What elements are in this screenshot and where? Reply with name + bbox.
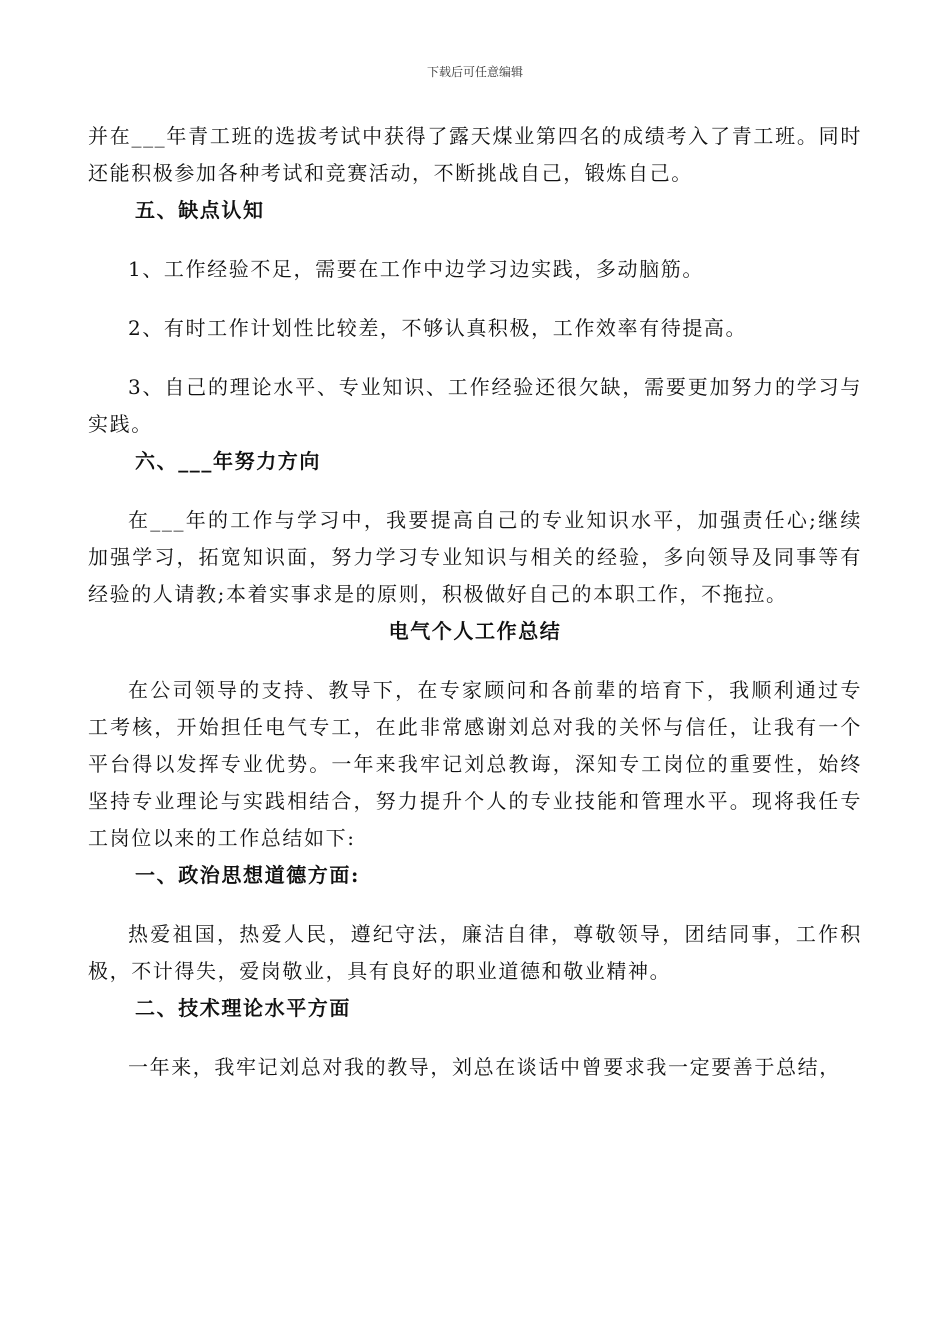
document-body	[88, 118, 862, 1086]
list-item-3: 3、自己的理论水平、专业知识、工作经验还很欠缺，需要更加努力的学习与实践。	[88, 375, 862, 436]
paragraph-continued: 并在___年青工班的选拔考试中获得了露天煤业第四名的成绩考入了青工班。同时还能积极参加各种考试和竞赛活动，不断挑战自己，锻炼自己。	[88, 124, 862, 185]
list-item-2: 2、有时工作计划性比较差，不够认真积极，工作效率有待提高。	[128, 316, 748, 340]
section-heading-two: 二、技术理论水平方面	[135, 996, 351, 1020]
paragraph-technical: 一年来，我牢记刘总对我的教导，刘总在谈话中曾要求我一定要善于总结，	[128, 1055, 841, 1079]
section-heading-one: 一、政治思想道德方面:	[135, 863, 360, 887]
document-title: 电气个人工作总结	[388, 619, 562, 643]
section-heading-five: 五、缺点认知	[135, 198, 265, 222]
paragraph-direction: 在___年的工作与学习中，我要提高自己的专业知识水平，加强责任心;继续加强学习，拓宽知识面，努力学习专业知识与相关的经验，多向领导及同事等有经验的人请教;本着实事求是的原则，积极做好自己的本职工作，不拖拉。	[88, 508, 862, 606]
paragraph-political: 热爱祖国，热爱人民，遵纪守法，廉洁自律，尊敬领导，团结同事，工作积极，不计得失，爱岗敬业，具有良好的职业道德和敬业精神。	[88, 922, 862, 983]
page-header-note: 下载后可任意编辑	[426, 65, 523, 79]
paragraph-intro: 在公司领导的支持、教导下，在专家顾问和各前辈的培育下，我顺利通过专工考核，开始担任电气专工，在此非常感谢刘总对我的关怀与信任，让我有一个平台得以发挥专业优势。一年来我牢记刘总教诲，深知专工岗位的重要性，始终坚持专业理论与实践相结合，努力提升个人的专业技能和管理水平。现将我任专工岗位以来的工作总结如下:	[88, 678, 862, 850]
list-item-1: 1、工作经验不足，需要在工作中边学习边实践，多动脑筋。	[128, 257, 704, 281]
section-heading-six: 六、___年努力方向	[135, 449, 321, 473]
